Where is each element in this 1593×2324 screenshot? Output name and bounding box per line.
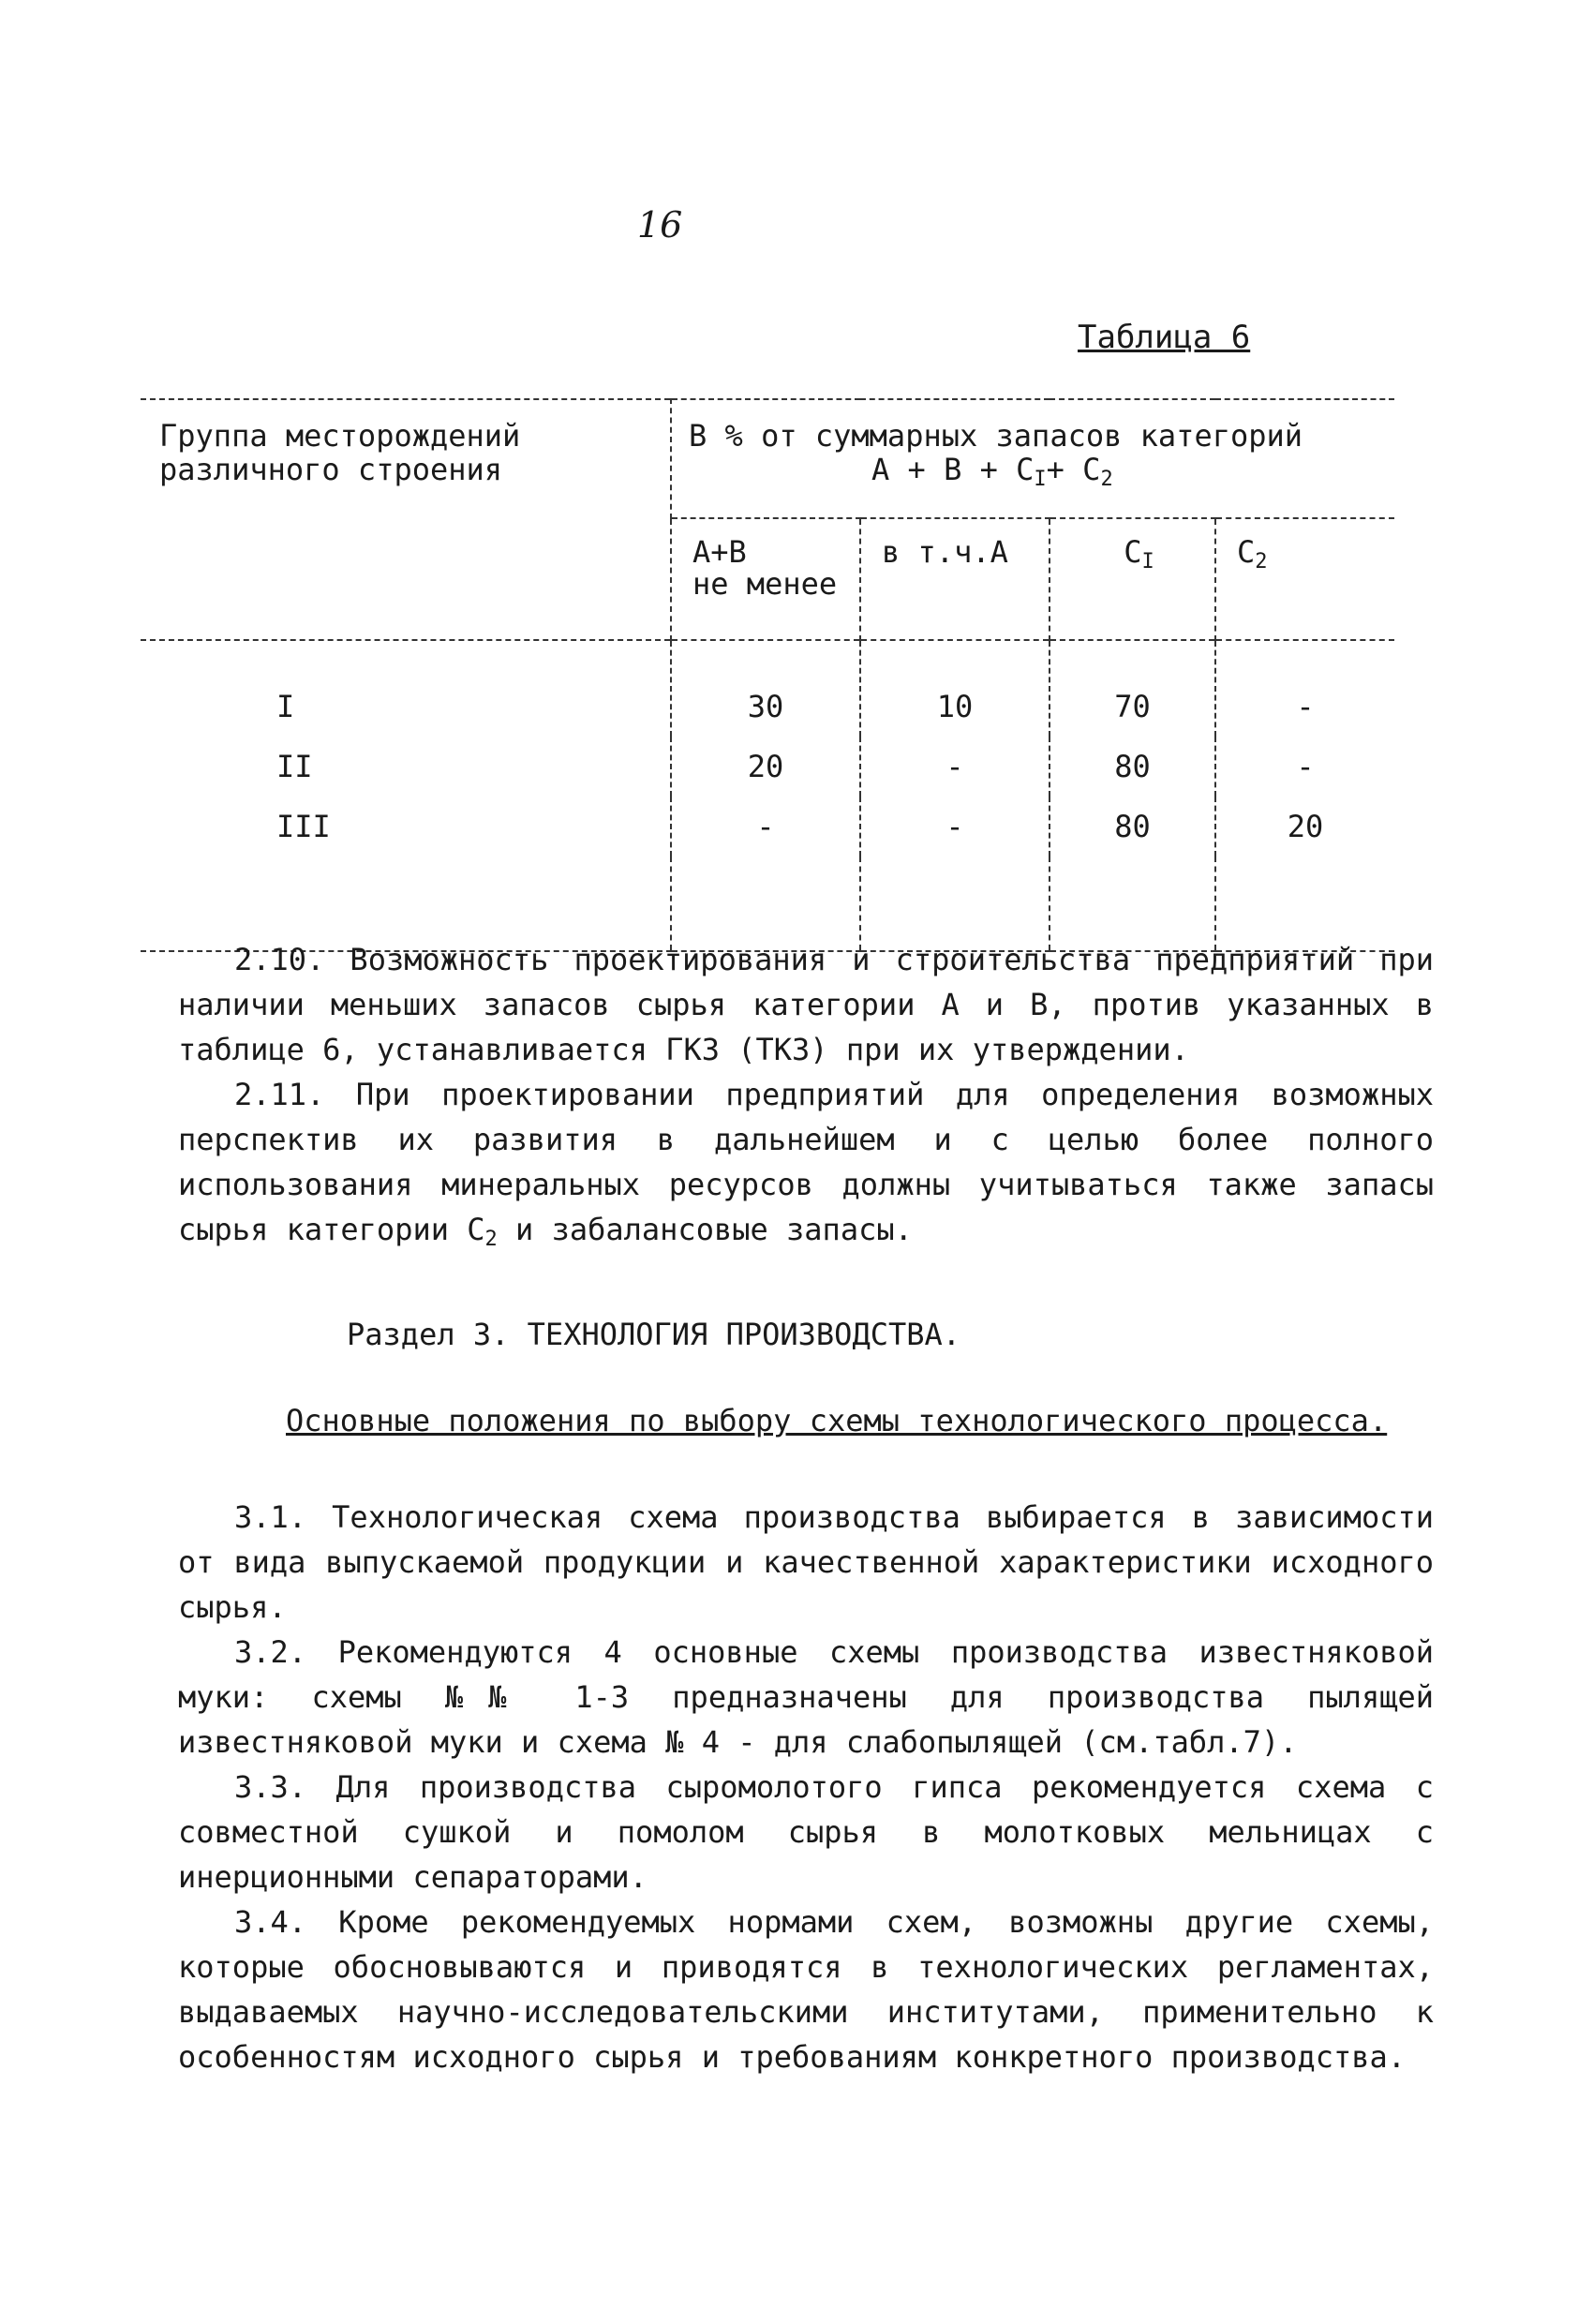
paragraph-2-11: 2.11. При проектировании предприятий для определения возможных перспектив их развития в дальнейшем и с целью более полного использования минеральных ресурсов должны учитываться также запасы сырья категории $С_2$ и забалансовые запасы. [178, 1077, 1434, 1251]
subheader-a: в т.ч.А [860, 518, 1050, 640]
subheader-c1: $C_I$ [1050, 518, 1215, 640]
paragraph-3-2: 3.2. Рекомендуются 4 основные схемы производства известняковой муки: схемы №№ 1-3 предназначены для производства пылящей известняковой муки и схема № 4 - для слабопылящей (см.табл.7). [178, 1634, 1434, 1760]
header-main-line-1: В % от суммарных запасов категорий [689, 418, 1303, 454]
subheader-c2: $C_2$ [1215, 518, 1394, 640]
table-row [141, 641, 1394, 737]
cell-ab-min: 30 [671, 641, 860, 737]
cell-c2: - [1215, 641, 1394, 737]
cell-group: III [276, 809, 331, 844]
cell-group: I [276, 689, 295, 724]
paragraphs-section-2 [178, 937, 1434, 1262]
cell-c1: 80 [1050, 737, 1215, 797]
header-main-cell [671, 399, 1394, 518]
header-main-line-2: $A + B + C_I+ C_2$ [871, 452, 1113, 491]
cell-ab-min: 20 [671, 737, 860, 797]
table-row [141, 797, 1394, 857]
cell-a: - [860, 797, 1050, 857]
page-number: 16 [637, 204, 683, 246]
cell-group: II [276, 749, 313, 784]
paragraph-3-1: 3.1. Технологическая схема производства выбирается в зависимости от вида выпускаемой продукции и качественной характеристики исходного сырья. [178, 1499, 1434, 1625]
cell-a: 10 [860, 641, 1050, 737]
section-title: Раздел 3. ТЕХНОЛОГИЯ ПРОИЗВОДСТВА. [347, 1317, 961, 1352]
cell-a: - [860, 737, 1050, 797]
paragraph-3-4: 3.4. Кроме рекомендуемых нормами схем, возможны другие схемы, которые обосновываются и приводятся в технологических регламентах, выдаваемых научно-исследовательскими институтами, применительно к особенностям исходного сырья и требованиям конкретного производства. [178, 1904, 1434, 2075]
subheader-ab: А+В не менее [671, 518, 860, 640]
table-row [141, 737, 1394, 797]
cell-c2: 20 [1215, 797, 1394, 857]
paragraphs-section-3 [178, 1495, 1434, 2079]
cell-ab-min: - [671, 797, 860, 857]
paragraph-2-10: 2.10. Возможность проектирования и строительства предприятий при наличии меньших запасов сырья категории А и В, против указанных в таблице 6, устанавливается ГКЗ (ТКЗ) при их утверждении. [178, 942, 1434, 1067]
table-caption: Таблица 6 [1078, 319, 1251, 356]
subsection-title: Основные положения по выбору схемы технологического процесса. [286, 1403, 1388, 1438]
cell-c1: 70 [1050, 641, 1215, 737]
header-group-cell [141, 399, 671, 640]
header-group-line-1: Группа месторождений [159, 418, 521, 454]
cell-c2: - [1215, 737, 1394, 797]
cell-c1: 80 [1050, 797, 1215, 857]
paragraph-3-3: 3.3. Для производства сыромолотого гипса рекомендуется схема с совместной сушкой и помолом сырья в молотковых мельницах с инерционными сепараторами. [178, 1769, 1434, 1895]
header-group-line-2: различного строения [159, 452, 503, 487]
reserves-table [141, 398, 1394, 952]
